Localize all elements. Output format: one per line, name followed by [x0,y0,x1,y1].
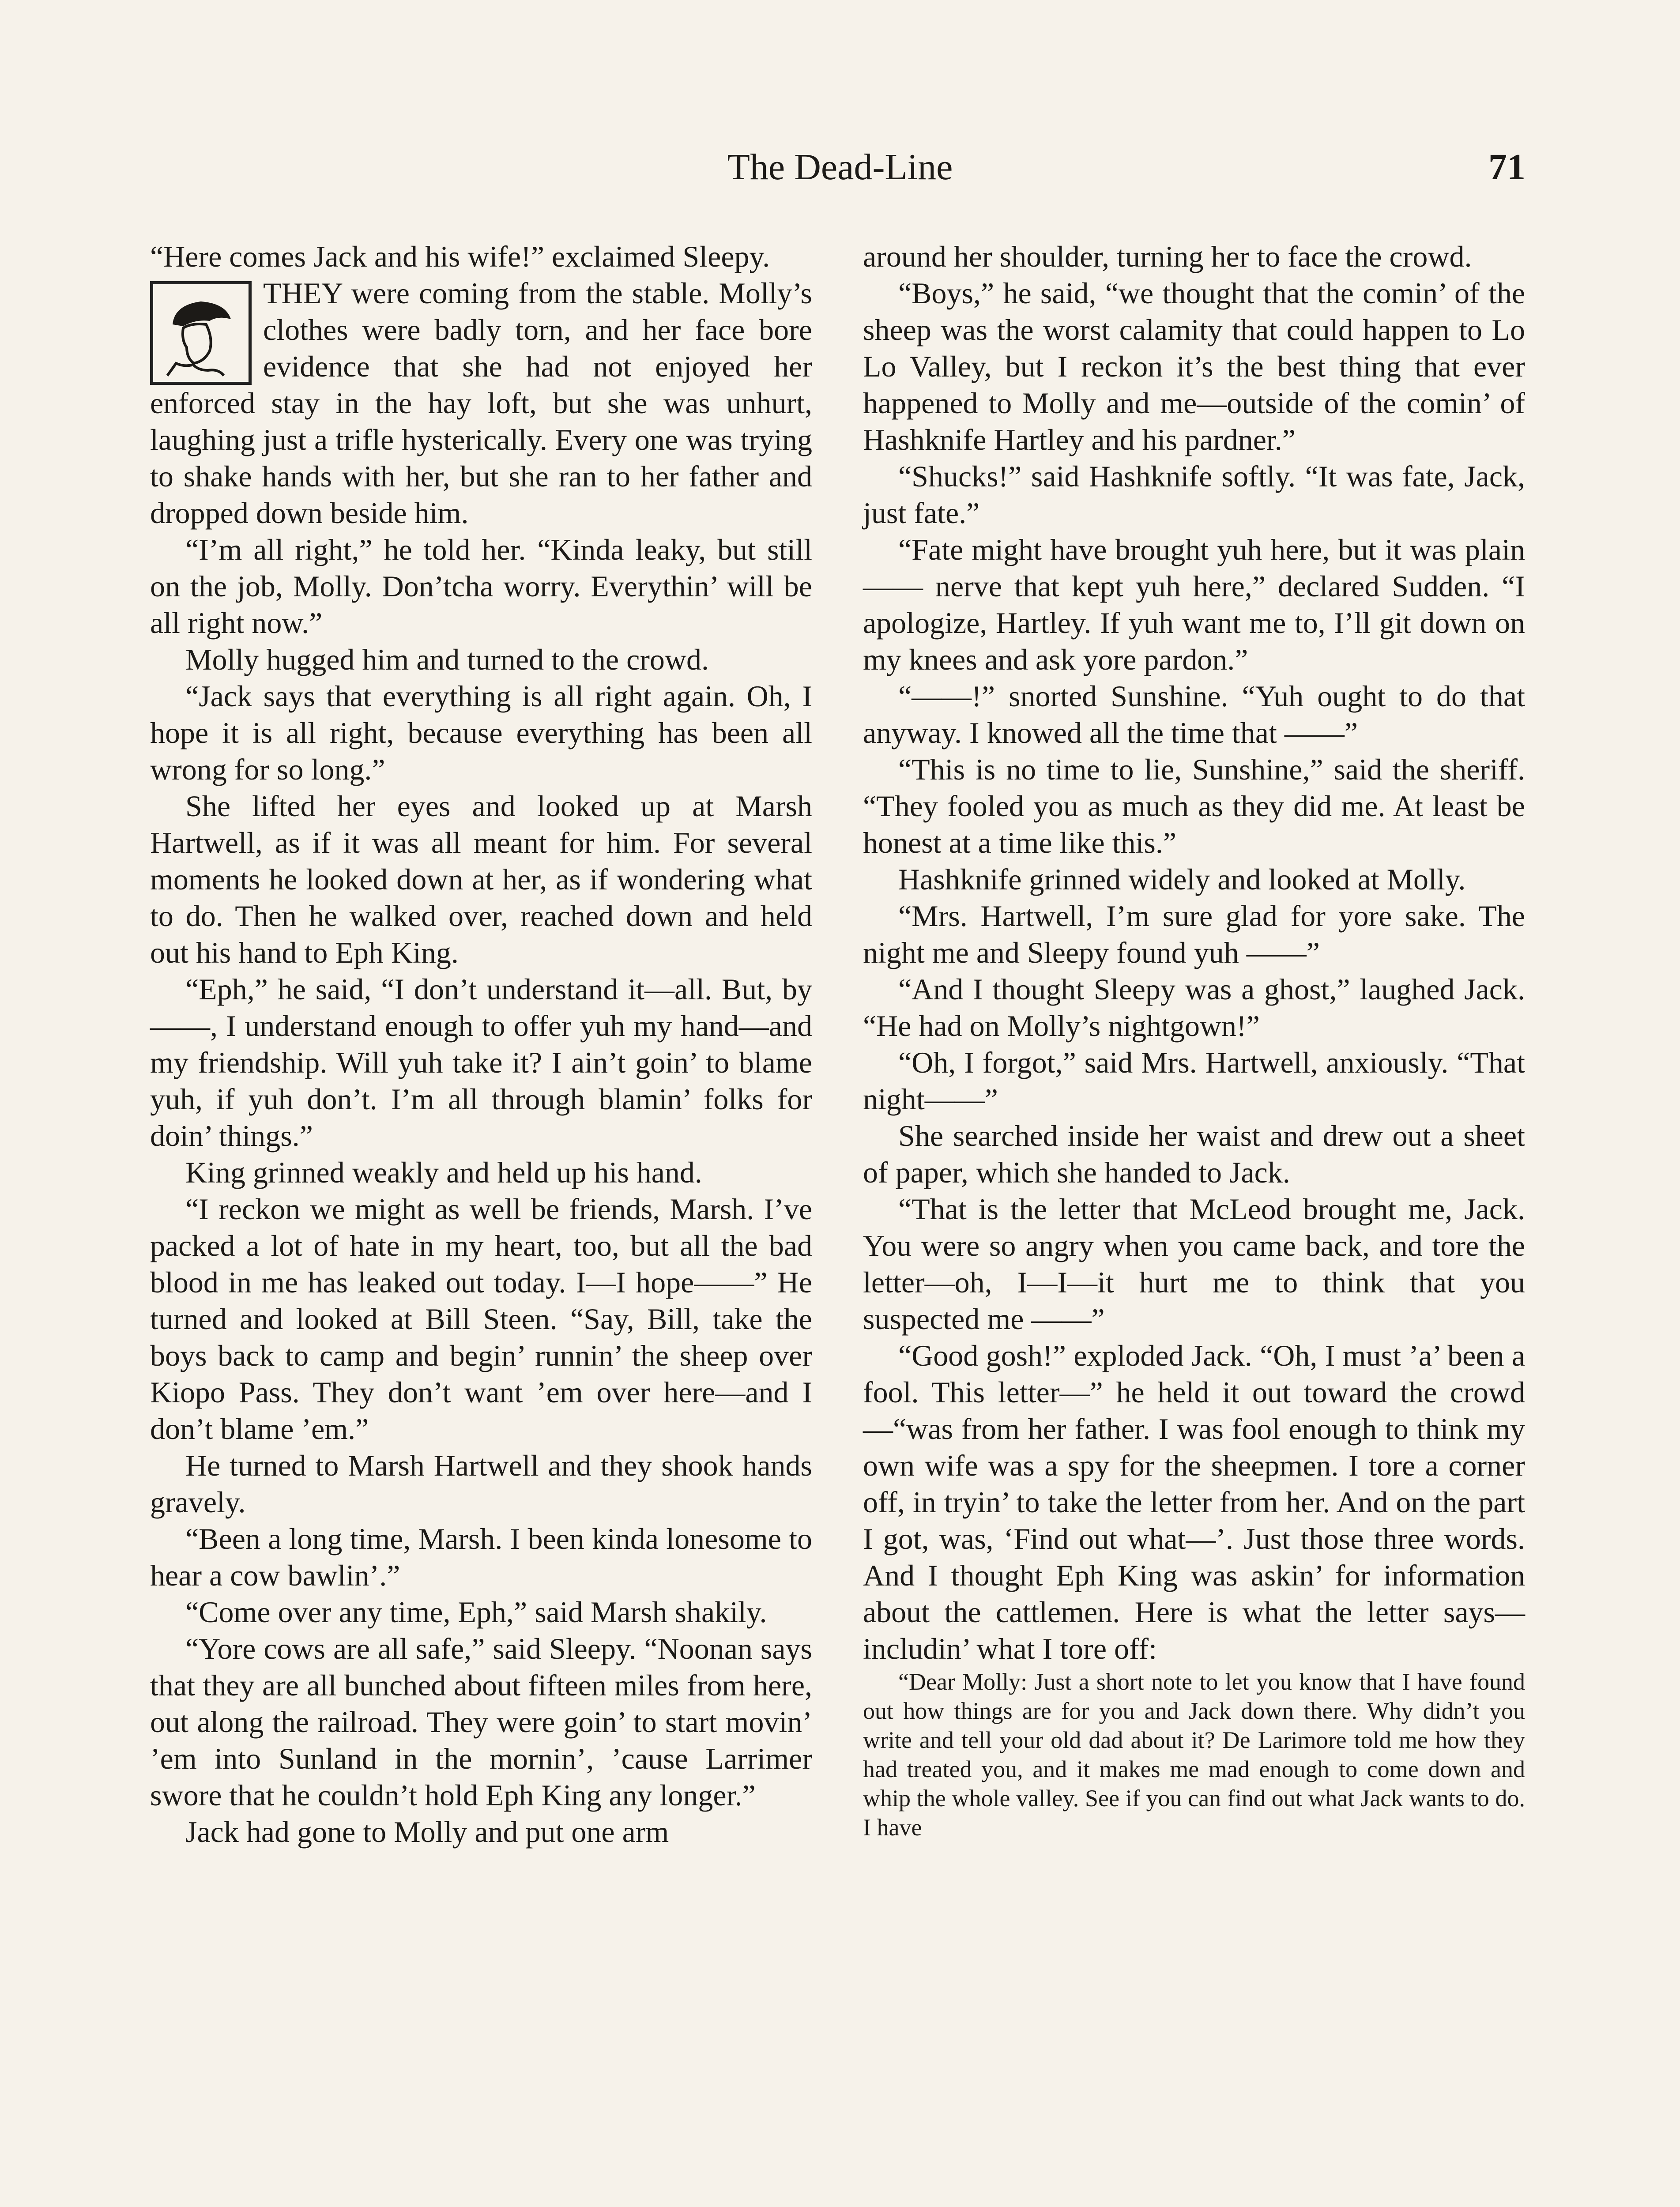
dropcap-paragraph [150,275,812,531]
dropcap-illustration [150,281,252,385]
paragraph: She searched inside her waist and drew out a sheet of paper, which she handed to Jack. [863,1119,1525,1189]
paragraph: Hashknife grinned widely and looked at Molly. [898,862,1466,896]
paragraph: King grinned weakly and held up his hand. [185,1156,702,1189]
paragraph: “This is no time to lie, Sunshine,” said the sheriff. “They fooled you as much as they did me. At least be honest at a time like this.” [863,753,1525,859]
left-column [150,238,812,1850]
letter-quote: “Dear Molly: Just a short note to let you know that I have found out how things are for you and Jack down there. Why didn’t you write and tell your old dad about it? De Larimore told me how they had treated you, and it makes me mad enough to come down and whip the whole valley. See if you can find out what Jack wants to do. I have [863,1668,1525,1841]
paragraph: “Jack says that everything is all right again. Oh, I hope it is all right, because everything has been all wrong for so long.” [150,679,812,786]
paragraph: “Come over any time, Eph,” said Marsh shakily. [185,1595,767,1629]
paragraph: Molly hugged him and turned to the crowd. [185,643,709,676]
paragraph: “Eph,” he said, “I don’t understand it—all. But, by ——, I understand enough to offer yuh my hand—and my friendship. Will yuh take it? I ain’t goin’ to blame yuh, if yuh don’t. I’m all through blamin’ folks for doin’ things.” [150,972,812,1152]
right-column [863,238,1525,1842]
running-title: The Dead-Line [727,147,953,188]
paragraph: around her shoulder, turning her to face the crowd. [863,240,1472,273]
paragraph: “——!” snorted Sunshine. “Yuh ought to do that anyway. I knowed all the time that ——” [863,679,1525,749]
paragraph: “Fate might have brought yuh here, but it was plain —— nerve that kept yuh here,” declared Sudden. “I apologize, Hartley. If yuh want me to, I’ll git down on my knees and ask yore pardon.” [863,533,1525,676]
paragraph: “Here comes Jack and his wife!” exclaimed Sleepy. [150,240,770,273]
paragraph: “Yore cows are all safe,” said Sleepy. “Noonan says that they are all bunched about fifteen miles from here, out along the railroad. They were goin’ to start movin’ ’em into Sunland in the mornin’, ’cause Larrimer swore that he couldn’t hold Eph King any longer.” [150,1632,812,1812]
paragraph: THEY were coming from the stable. Molly’s clothes were badly torn, and her face bore evidence that she had not enjoyed her enforced stay in the hay loft, but she was unhurt, laughing just a trifle hysterically. Every one was trying to shake hands with her, but she ran to her father and dropped down beside him. [150,276,812,530]
paragraph: He turned to Marsh Hartwell and they shook hands gravely. [150,1449,812,1519]
paragraph: “And I thought Sleepy was a ghost,” laughed Jack. “He had on Molly’s nightgown!” [863,972,1525,1043]
paragraph: “Boys,” he said, “we thought that the comin’ of the sheep was the worst calamity that could happen to Lo Lo Valley, but I reckon it’s the best thing that ever happened to Molly and me—outside of the comin’ of Hashknife Hartley and his pardner.” [863,276,1525,456]
paragraph: “Shucks!” said Hashknife softly. “It was fate, Jack, just fate.” [863,459,1525,530]
paragraph: “Mrs. Hartwell, I’m sure glad for yore sake. The night me and Sleepy found yuh ——” [863,899,1525,969]
paragraph: “That is the letter that McLeod brought me, Jack. You were so angry when you came back, and tore the letter—oh, I—I—it hurt me to think that you suspected me ——” [863,1192,1525,1336]
paragraph: She lifted her eyes and looked up at Marsh Hartwell, as if it was all meant for him. For several moments he looked down at her, as if wondering what to do. Then he walked over, reached down and held out his hand to Eph King. [150,789,812,969]
paragraph: Jack had gone to Molly and put one arm [185,1815,669,1849]
cowboy-head-icon [157,289,245,377]
paragraph: “I reckon we might as well be friends, Marsh. I’ve packed a lot of hate in my heart, too, but all the bad blood in me has leaked out today. I—I hope——” He turned and looked at Bill Steen. “Say, Bill, take the boys back to camp and begin’ runnin’ the sheep over Kiopo Pass. They don’t want ’em over here—and I don’t blame ’em.” [150,1192,812,1446]
page-number: 71 [1488,147,1526,188]
paragraph: “Oh, I forgot,” said Mrs. Hartwell, anxiously. “That night——” [863,1046,1525,1116]
page-header [0,146,1680,207]
paragraph: “Been a long time, Marsh. I been kinda lonesome to hear a cow bawlin’.” [150,1522,812,1592]
paragraph: “I’m all right,” he told her. “Kinda leaky, but still on the job, Molly. Don’tcha worry. Everythin’ will be all right now.” [150,533,812,640]
paragraph: “Good gosh!” exploded Jack. “Oh, I must ’a’ been a fool. This letter—” he held it out toward the crowd—“was from her father. I was fool enough to think my own wife was a spy for the sheepmen. I tore a corner off, in tryin’ to take the letter from her. And on the part I got, was, ‘Find out what—’. Just those three words. And I thought Eph King was askin’ for information about the cattlemen. Here is what the letter says—includin’ what I tore off: [863,1339,1525,1665]
